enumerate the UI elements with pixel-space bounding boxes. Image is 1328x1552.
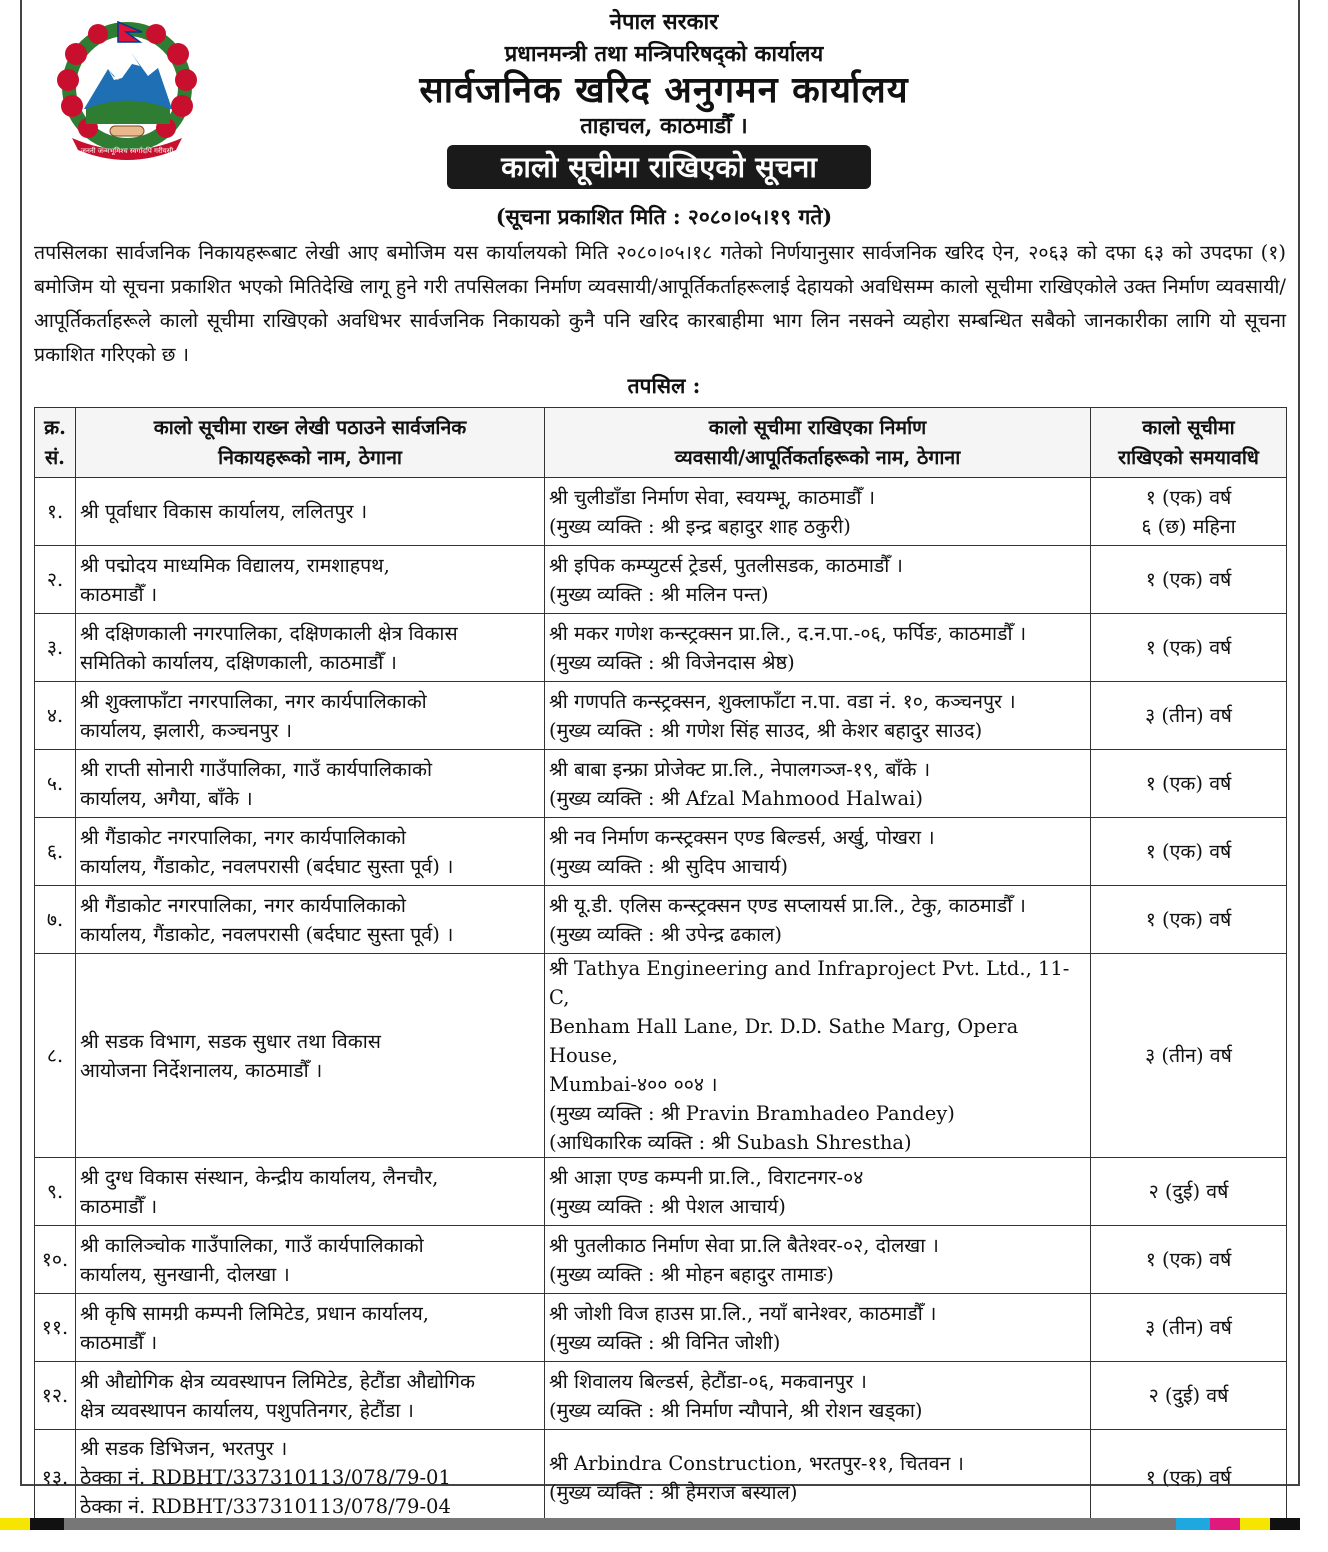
- header-govt: नेपाल सरकार: [609, 9, 719, 35]
- cell-vendor-line: (मुख्य व्यक्ति : श्री मलिन पन्त): [549, 582, 769, 606]
- cell-vendor: [545, 1294, 1091, 1362]
- cell-entity-line: श्री शुक्लाफाँटा नगरपालिका, नगर कार्यपालिकाको: [80, 689, 427, 713]
- cell-period: [1091, 1430, 1287, 1526]
- cell-vendor-line: श्री नव निर्माण कन्स्ट्रक्सन एण्ड बिल्डर्स, अर्खु, पोखरा ।: [549, 825, 935, 849]
- cell-vendor: [545, 954, 1091, 1158]
- cell-serial: ४.: [35, 682, 76, 750]
- cell-serial: १०.: [35, 1226, 76, 1294]
- print-bar-yellow-right: [1240, 1518, 1270, 1530]
- cell-period-line: २ (दुई) वर्ष: [1148, 1180, 1229, 1203]
- cell-vendor-line: (मुख्य व्यक्ति : श्री हेमराज बस्याल): [549, 1480, 798, 1504]
- cell-period: [1091, 1362, 1287, 1430]
- print-bar-black-left: [30, 1518, 64, 1530]
- header-vendor: कालो सूचीमा राखिएका निर्माण व्यवसायी/आपूर्तिकर्ताहरूको नाम, ठेगाना: [545, 408, 1091, 478]
- cell-vendor: [545, 818, 1091, 886]
- cell-entity-line: कार्यालय, अगैया, बाँके ।: [80, 786, 253, 810]
- cell-entity-line: क्षेत्र व्यवस्थापन कार्यालय, पशुपतिनगर, हेटौंडा ।: [80, 1398, 414, 1422]
- cell-vendor: [545, 1362, 1091, 1430]
- cell-serial: ९.: [35, 1158, 76, 1226]
- cell-entity: [76, 886, 545, 954]
- cell-period: [1091, 750, 1287, 818]
- cell-entity-line: काठमाडौँ ।: [80, 582, 158, 606]
- cell-vendor-line: (मुख्य व्यक्ति : श्री इन्द्र बहादुर शाह ठकुरी): [549, 514, 851, 538]
- cell-serial: ११.: [35, 1294, 76, 1362]
- cell-entity-line: श्री पद्मोदय माध्यमिक विद्यालय, रामशाहपथ,: [80, 553, 390, 577]
- print-bar-magenta: [1210, 1518, 1240, 1530]
- cell-period: [1091, 1294, 1287, 1362]
- table-row: [35, 1226, 1287, 1294]
- cell-vendor-line: Mumbai-४०० ००४ ।: [549, 1073, 718, 1096]
- header-office-name: सार्वजनिक खरिद अनुगमन कार्यालय: [419, 69, 909, 111]
- cell-vendor-line: (मुख्य व्यक्ति : श्री विनित जोशी): [549, 1330, 781, 1354]
- cell-entity-line: श्री पूर्वाधार विकास कार्यालय, ललितपुर ।: [80, 500, 368, 523]
- cell-entity: [76, 954, 545, 1158]
- cell-vendor-line: (मुख्य व्यक्ति : श्री निर्माण न्यौपाने, श्री रोशन खड्का): [549, 1398, 923, 1422]
- cell-vendor-line: (मुख्य व्यक्ति : श्री उपेन्द्र ढकाल): [549, 922, 782, 946]
- cell-serial: ३.: [35, 614, 76, 682]
- table-row: [35, 1362, 1287, 1430]
- cell-vendor-line: Benham Hall Lane, Dr. D.D. Sathe Marg, Opera House,: [549, 1015, 1019, 1067]
- cell-entity: [76, 1430, 545, 1526]
- cell-vendor: [545, 886, 1091, 954]
- cell-vendor-line: (मुख्य व्यक्ति : श्री सुदिप आचार्य): [549, 854, 788, 878]
- cell-vendor: [545, 1226, 1091, 1294]
- cell-entity-line: श्री गैंडाकोट नगरपालिका, नगर कार्यपालिकाको: [80, 825, 406, 849]
- cell-period-line: ६ (छ) महिना: [1141, 514, 1236, 538]
- cell-vendor: [545, 614, 1091, 682]
- cell-serial: १३.: [35, 1430, 76, 1526]
- cell-entity: [76, 478, 545, 546]
- table-row: [35, 546, 1287, 614]
- print-bar-cyan: [1176, 1518, 1210, 1530]
- print-bar-black-right: [1270, 1518, 1300, 1530]
- table-row: [35, 478, 1287, 546]
- cell-vendor-line: श्री मकर गणेश कन्स्ट्रक्सन प्रा.लि., द.न.पा.-०६, फर्पिङ, काठमाडौँ ।: [549, 621, 1027, 645]
- cell-entity-line: कार्यालय, सुनखानी, दोलखा ।: [80, 1262, 290, 1286]
- table-row: [35, 682, 1287, 750]
- cell-serial: १२.: [35, 1362, 76, 1430]
- cell-entity-line: श्री कालिञ्चोक गाउँपालिका, गाउँ कार्यपालिकाको: [80, 1233, 424, 1257]
- cell-period-line: ३ (तीन) वर्ष: [1145, 1316, 1232, 1339]
- cell-period: [1091, 682, 1287, 750]
- cell-entity-line: श्री कृषि सामग्री कम्पनी लिमिटेड, प्रधान कार्यालय,: [80, 1301, 429, 1325]
- header-entity: कालो सूचीमा राख्न लेखी पठाउने सार्वजनिक निकायहरूको नाम, ठेगाना: [76, 408, 545, 478]
- cell-vendor-line: (मुख्य व्यक्ति : श्री पेशल आचार्य): [549, 1194, 786, 1218]
- cell-vendor-line: श्री यू.डी. एलिस कन्स्ट्रक्सन एण्ड सप्लायर्स प्रा.लि., टेकु, काठमाडौँ ।: [549, 893, 1026, 917]
- cell-vendor: [545, 750, 1091, 818]
- cell-vendor-line: (मुख्य व्यक्ति : श्री Pravin Bramhadeo Pandey): [549, 1102, 955, 1125]
- cell-entity: [76, 1158, 545, 1226]
- cell-period: [1091, 478, 1287, 546]
- table-row: [35, 614, 1287, 682]
- cell-vendor-line: (आधिकारिक व्यक्ति : श्री Subash Shrestha): [549, 1131, 912, 1154]
- table-row: [35, 954, 1287, 1158]
- emblem-motto: जननी जन्मभूमिश्च स्वर्गादपि गरीयसी: [80, 147, 174, 155]
- table-row: [35, 886, 1287, 954]
- cell-entity-line: आयोजना निर्देशनालय, काठमाडौँ ।: [80, 1058, 323, 1082]
- cell-vendor-line: श्री पुतलीकाठ निर्माण सेवा प्रा.लि बैतेश्वर-०२, दोलखा ।: [549, 1233, 939, 1257]
- cell-period-line: १ (एक) वर्ष: [1145, 1466, 1232, 1489]
- cell-entity-line: श्री गैंडाकोट नगरपालिका, नगर कार्यपालिकाको: [80, 893, 406, 917]
- cell-entity: [76, 1294, 545, 1362]
- cell-vendor-line: श्री आज्ञा एण्ड कम्पनी प्रा.लि., विराटनगर-०४: [549, 1165, 864, 1189]
- cell-entity-line: कार्यालय, झलारी, कञ्चनपुर ।: [80, 718, 293, 742]
- cell-period-line: १ (एक) वर्ष: [1145, 908, 1232, 931]
- header-address: ताहाचल, काठमाडौँ ।: [580, 113, 748, 139]
- cell-vendor-line: श्री चुलीडाँडा निर्माण सेवा, स्वयम्भू, काठमाडौँ ।: [549, 485, 876, 509]
- cell-period-line: १ (एक) वर्ष: [1145, 636, 1232, 659]
- cell-vendor-line: श्री शिवालय बिल्डर्स, हेटौंडा-०६, मकवानपुर ।: [549, 1369, 867, 1393]
- table-row: [35, 818, 1287, 886]
- cell-period-line: ३ (तीन) वर्ष: [1145, 1044, 1232, 1067]
- print-bar-grey: [64, 1518, 1176, 1530]
- cell-entity: [76, 1362, 545, 1430]
- cell-serial: ७.: [35, 886, 76, 954]
- cell-period-line: ३ (तीन) वर्ष: [1145, 704, 1232, 727]
- header-office-parent: प्रधानमन्त्री तथा मन्त्रिपरिषद्को कार्यालय: [504, 41, 824, 67]
- cell-period: [1091, 954, 1287, 1158]
- cell-period-line: १ (एक) वर्ष: [1145, 485, 1232, 509]
- cell-entity-line: कार्यालय, गैंडाकोट, नवलपरासी (बर्दघाट सुस्ता पूर्व) ।: [80, 854, 454, 878]
- cell-vendor-line: श्री Tathya Engineering and Infraproject Pvt. Ltd., 11-C,: [549, 957, 1070, 1009]
- cell-vendor: [545, 1158, 1091, 1226]
- cell-vendor-line: (मुख्य व्यक्ति : श्री विजेनदास श्रेष्ठ): [549, 650, 795, 674]
- cell-entity: [76, 818, 545, 886]
- cell-period: [1091, 886, 1287, 954]
- cell-period-line: २ (दुई) वर्ष: [1148, 1384, 1229, 1407]
- cell-entity-line: श्री दक्षिणकाली नगरपालिका, दक्षिणकाली क्षेत्र विकास: [80, 621, 458, 645]
- cell-vendor-line: श्री जोशी विज हाउस प्रा.लि., नयाँ बानेश्वर, काठमाडौँ ।: [549, 1301, 937, 1325]
- cell-period-line: १ (एक) वर्ष: [1145, 840, 1232, 863]
- cell-serial: ८.: [35, 954, 76, 1158]
- cell-vendor: [545, 1430, 1091, 1526]
- cell-entity: [76, 546, 545, 614]
- cell-entity-line: कार्यालय, गैंडाकोट, नवलपरासी (बर्दघाट सुस्ता पूर्व) ।: [80, 922, 454, 946]
- cell-vendor-line: श्री इपिक कम्प्युटर्स ट्रेडर्स, पुतलीसडक, काठमाडौँ ।: [549, 553, 903, 577]
- blacklist-table: [34, 407, 1287, 1526]
- cell-period-line: १ (एक) वर्ष: [1145, 568, 1232, 591]
- cell-period: [1091, 1158, 1287, 1226]
- table-row: [35, 750, 1287, 818]
- cell-period-line: १ (एक) वर्ष: [1145, 1248, 1232, 1271]
- cell-period: [1091, 546, 1287, 614]
- cell-period: [1091, 614, 1287, 682]
- cell-entity-line: ठेक्का नं. RDBHT/337310113/078/79-01: [80, 1466, 451, 1489]
- cell-entity: [76, 682, 545, 750]
- cell-entity-line: काठमाडौँ ।: [80, 1194, 158, 1218]
- cell-entity: [76, 1226, 545, 1294]
- cell-serial: ५.: [35, 750, 76, 818]
- cell-period-line: १ (एक) वर्ष: [1145, 772, 1232, 795]
- cell-entity-line: ठेक्का नं. RDBHT/337310113/078/79-04: [80, 1495, 451, 1518]
- cell-entity-line: श्री दुग्ध विकास संस्थान, केन्द्रीय कार्यालय, लैनचौर,: [80, 1165, 439, 1189]
- cell-entity-line: श्री सडक विभाग, सडक सुधार तथा विकास: [80, 1029, 381, 1053]
- table-row: [35, 1158, 1287, 1226]
- table-row: [35, 1294, 1287, 1362]
- table-row: [35, 1430, 1287, 1526]
- cell-serial: २.: [35, 546, 76, 614]
- cell-vendor: [545, 478, 1091, 546]
- cell-vendor-line: श्री गणपति कन्स्ट्रक्सन, शुक्लाफाँटा न.पा. वडा नं. १०, कञ्चनपुर ।: [549, 689, 1016, 713]
- cell-vendor: [545, 546, 1091, 614]
- cell-serial: १.: [35, 478, 76, 546]
- cell-vendor-line: श्री Arbindra Construction, भरतपुर-११, चितवन ।: [549, 1451, 964, 1475]
- cell-entity-line: श्री सडक डिभिजन, भरतपुर ।: [80, 1437, 288, 1460]
- cell-vendor-line: (मुख्य व्यक्ति : श्री गणेश सिंह साउद, श्री केशर बहादुर साउद): [549, 718, 983, 742]
- cell-entity-line: समितिको कार्यालय, दक्षिणकाली, काठमाडौँ ।: [80, 650, 397, 674]
- schedule-label: तपसिल :: [627, 373, 701, 398]
- cell-entity-line: श्री औद्योगिक क्षेत्र व्यवस्थापन लिमिटेड, हेटौंडा औद्योगिक: [80, 1369, 475, 1393]
- table-header-row: [35, 408, 1287, 478]
- cell-serial: ६.: [35, 818, 76, 886]
- cell-entity-line: श्री राप्ती सोनारी गाउँपालिका, गाउँ कार्यपालिकाको: [80, 757, 433, 781]
- cell-vendor-line: (मुख्य व्यक्ति : श्री Afzal Mahmood Halwai): [549, 786, 923, 810]
- cell-vendor: [545, 682, 1091, 750]
- cell-period: [1091, 1226, 1287, 1294]
- cell-vendor-line: श्री बाबा इन्फ्रा प्रोजेक्ट प्रा.लि., नेपालगञ्ज-१९, बाँके ।: [549, 757, 931, 781]
- notice-intro-paragraph: तपसिलका सार्वजनिक निकायहरूबाट लेखी आए बमोजिम यस कार्यालयको मिति २०८०।०५।१८ गतेको निर्णयानुसार सार्वजनिक खरिद ऐन, २०६३ को दफा ६३ को उपदफा (१) बमोजिम यो सूचना प्रकाशित भएको मितिदेखि लागू हुने गरी तपसिलका निर्माण व्यवसायी/आपूर्तिकर्ताहरूलाई देहायको अवधिसम्म कालो सूचीमा राखिएकोले उक्त निर्माण व्यवसायी/आपूर्तिकर्ताहरूले कालो सूचीमा राखिएको अवधिभर सार्वजनिक निकायको कुनै पनि खरिद कारबाहीमा भाग लिन नसक्ने व्यहोरा सम्बन्धित सबैको जानकारीका लागि यो सूचना प्रकाशित गरिएको छ ।: [34, 241, 1287, 366]
- header-serial: क्र. सं.: [35, 408, 76, 478]
- cell-vendor-line: (मुख्य व्यक्ति : श्री मोहन बहादुर तामाङ): [549, 1262, 834, 1286]
- publication-date: (सूचना प्रकाशित मिति : २०८०।०५।१९ गते): [495, 204, 833, 229]
- cell-period: [1091, 818, 1287, 886]
- header-period: कालो सूचीमा राखिएको समयावधि: [1091, 408, 1287, 478]
- cell-entity-line: काठमाडौँ ।: [80, 1330, 158, 1354]
- print-bar-yellow-left: [0, 1518, 30, 1530]
- cell-entity: [76, 614, 545, 682]
- cell-entity: [76, 750, 545, 818]
- notice-title-banner: कालो सूचीमा राखिएको सूचना: [447, 145, 871, 189]
